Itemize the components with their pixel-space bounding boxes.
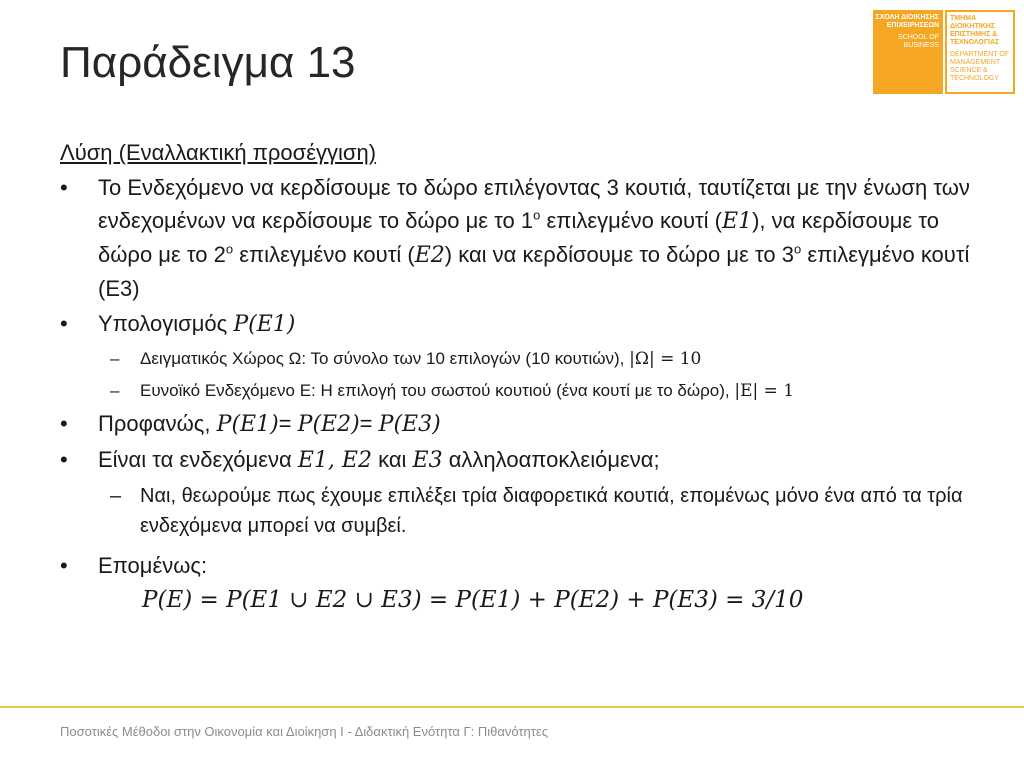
- logo-department-name-en: DEPARTMENT OF MANAGEMENT SCIENCE & TECHNOLOGY: [950, 51, 1010, 82]
- bullet-text: ) και να κερδίσουμε το δώρο με το 3: [444, 242, 794, 267]
- bullet-item: [60, 307, 980, 341]
- bullet-item: [60, 407, 980, 441]
- school-logo: [873, 10, 1015, 98]
- math-expression: P(E2): [297, 412, 360, 437]
- bullet-text: Υπολογισμός: [98, 311, 234, 336]
- bullet-text: =: [278, 411, 298, 436]
- math-expression: E2: [414, 243, 445, 268]
- bullet-icon: •: [60, 411, 68, 436]
- final-formula: P(E) = P(E1 ∪ E2 ∪ E3) = P(E1) + P(E2) + P(E3) = 3/10: [142, 587, 804, 613]
- superscript: ο: [793, 241, 802, 257]
- dash-icon: –: [110, 349, 120, 368]
- dash-icon: –: [110, 381, 120, 400]
- math-expression: P(E1): [216, 412, 279, 437]
- bullet-text: Προφανώς,: [98, 411, 217, 436]
- bullet-text: ), να κερδίσουμε το δώρο με το 2: [98, 208, 939, 267]
- bullet-item: [60, 171, 980, 305]
- bullet-text: επιλεγμένο κουτί (: [233, 242, 415, 267]
- slide-title: Παράδειγμα 13: [60, 38, 356, 87]
- sub-bullet-item: [60, 481, 980, 541]
- math-expression: E1, E2: [297, 448, 372, 473]
- superscript: ο: [225, 241, 234, 257]
- logo-school-name: ΣΧΟΛΗ ΔΙΟΙΚΗΣΗΣ ΕΠΙΧΕΙΡΗΣΕΩΝ: [875, 14, 939, 29]
- logo-school-box: [873, 10, 943, 94]
- math-expression: E1: [722, 209, 753, 234]
- bullet-text: και: [371, 447, 413, 472]
- bullet-text: =: [359, 411, 379, 436]
- bullet-text: επιλεγμένο κουτί (: [540, 208, 722, 233]
- sub-bullet-text: Δειγματικός Χώρος Ω: Το σύνολο των 10 επιλογών (10 κουτιών),: [140, 349, 630, 368]
- logo-department-box: [945, 10, 1015, 94]
- bullet-icon: •: [60, 553, 68, 578]
- bullet-item: [60, 549, 980, 582]
- math-expression: E3: [412, 448, 443, 473]
- logo-school-name-en: SCHOOL OF BUSINESS: [898, 34, 939, 49]
- dash-icon: –: [110, 485, 122, 507]
- bullet-text: επιλεγμένο κουτί (Ε3): [98, 242, 970, 301]
- sub-bullet-item: [60, 345, 980, 373]
- bullet-icon: •: [60, 447, 68, 472]
- solution-heading: Λύση (Εναλλακτική προσέγγιση): [60, 140, 377, 165]
- bullet-text: Το Ενδεχόμενο να κερδίσουμε το δώρο επιλέγοντας 3 κουτιά, ταυτίζεται με την ένωση των ενδεχομένων να κερδίσουμε το δώρο με το 1: [98, 175, 970, 233]
- superscript: ο: [533, 207, 541, 223]
- sub-bullet-item: [60, 377, 980, 405]
- sub-bullet-text: Ναι, θεωρούμε πως έχουμε επιλέξει τρία διαφορετικά κουτιά, επομένως μόνο ένα από τα τρία ενδεχόμενα μπορεί να συμβεί.: [140, 485, 963, 537]
- bullet-text: Επομένως:: [98, 553, 208, 578]
- math-expression: P(E3): [378, 412, 441, 437]
- sub-bullet-text: Ευνοϊκό Ενδεχόμενο E: Η επιλογή του σωστού κουτιού (ένα κουτί με το δώρο),: [140, 381, 735, 400]
- bullet-icon: •: [60, 311, 68, 336]
- bullet-text: αλληλοαποκλειόμενα;: [442, 447, 660, 472]
- bullet-text: Είναι τα ενδεχόμενα: [98, 447, 298, 472]
- footer-text: Ποσοτικές Μέθοδοι στην Οικονομία και Διοίκηση Ι - Διδακτική Ενότητα Γ: Πιθανότητες: [60, 724, 548, 739]
- bullet-icon: •: [60, 175, 68, 200]
- slide-content: [60, 136, 980, 617]
- math-expression: |E| = 1: [734, 381, 795, 401]
- logo-department-name: ΤΜΗΜΑ ΔΙΟΙΚΗΤΙΚΗΣ ΕΠΙΣΤΗΜΗΣ & ΤΕΧΝΟΛΟΓΙΑΣ: [950, 15, 1000, 46]
- math-expression: |Ω| = 10: [629, 349, 702, 369]
- bullet-item: [60, 443, 980, 477]
- math-expression: P(E1): [233, 312, 296, 337]
- footer-divider: [0, 706, 1024, 708]
